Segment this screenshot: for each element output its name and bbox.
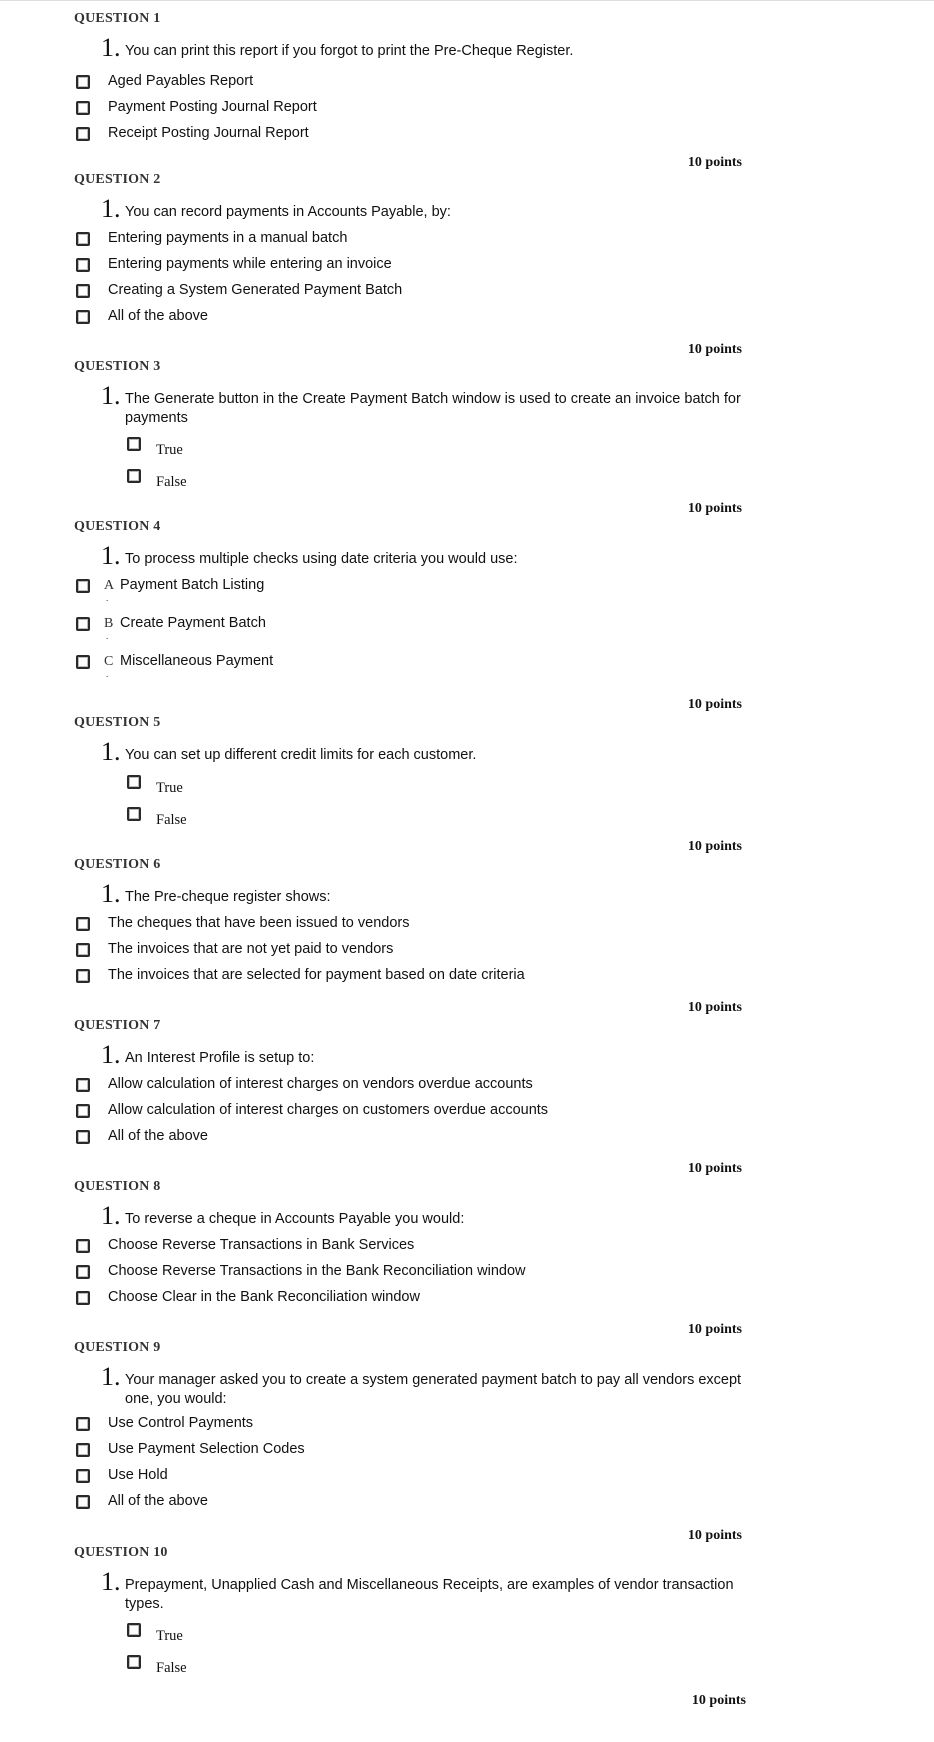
radio-icon[interactable]	[127, 1655, 141, 1669]
answer-label[interactable]: False	[156, 1660, 187, 1676]
answer-label[interactable]: True	[156, 442, 183, 458]
answer-label[interactable]: Use Payment Selection Codes	[108, 1441, 305, 1457]
answer-label[interactable]: The invoices that are selected for payment based on date criteria	[108, 967, 525, 983]
answer-label[interactable]: Payment Batch Listing	[120, 577, 265, 593]
question-number: 1.	[101, 1040, 121, 1069]
question-number: 1.	[101, 381, 121, 410]
radio-icon[interactable]	[127, 469, 141, 483]
question-prompt: To process multiple checks using date criteria you would use:	[125, 551, 518, 567]
radio-icon[interactable]	[76, 258, 90, 272]
option-letter: A	[104, 578, 115, 593]
question-title: QUESTION 9	[74, 1340, 161, 1355]
answer-label[interactable]: Miscellaneous Payment	[120, 653, 274, 669]
points-label: 10 points	[687, 1528, 742, 1543]
question-prompt: To reverse a cheque in Accounts Payable you would:	[125, 1211, 465, 1227]
radio-icon[interactable]	[76, 310, 90, 324]
question-prompt: Prepayment, Unapplied Cash and Miscellaneous Receipts, are examples of vendor transaction types.	[125, 1577, 734, 1612]
radio-icon[interactable]	[76, 1239, 90, 1253]
question-title: QUESTION 6	[74, 857, 161, 872]
answer-label[interactable]: Choose Reverse Transactions in the Bank Reconciliation window	[108, 1263, 526, 1279]
answer-label[interactable]: Payment Posting Journal Report	[108, 99, 317, 115]
radio-icon[interactable]	[76, 579, 90, 593]
question-number: 1.	[101, 1201, 121, 1230]
question-number: 1.	[101, 879, 121, 908]
points-label: 10 points	[687, 155, 742, 170]
answer-label[interactable]: False	[156, 474, 187, 490]
radio-icon[interactable]	[127, 1623, 141, 1637]
question-title: QUESTION 4	[74, 519, 161, 534]
radio-icon[interactable]	[76, 1495, 90, 1509]
answer-label[interactable]: Creating a System Generated Payment Batch	[108, 282, 403, 298]
radio-icon[interactable]	[76, 1104, 90, 1118]
radio-icon[interactable]	[127, 807, 141, 821]
option-letter: B	[104, 616, 114, 631]
radio-icon[interactable]	[76, 1417, 90, 1431]
answer-label[interactable]: Entering payments while entering an invoice	[108, 256, 392, 272]
points-label: 10 points	[687, 342, 742, 357]
answer-label[interactable]: Use Hold	[108, 1467, 168, 1483]
radio-icon[interactable]	[76, 75, 90, 89]
radio-icon[interactable]	[76, 1469, 90, 1483]
radio-icon[interactable]	[76, 969, 90, 983]
points-label: 10 points	[687, 501, 742, 516]
answer-label[interactable]: Receipt Posting Journal Report	[108, 125, 309, 141]
question-number: 1.	[101, 737, 121, 766]
radio-icon[interactable]	[76, 127, 90, 141]
question-title: QUESTION 10	[74, 1545, 168, 1560]
radio-icon[interactable]	[76, 1443, 90, 1457]
answer-label[interactable]: Use Control Payments	[108, 1415, 254, 1431]
question-number: 1.	[101, 1362, 121, 1391]
answer-label[interactable]: Entering payments in a manual batch	[108, 230, 348, 246]
radio-icon[interactable]	[76, 232, 90, 246]
option-letter: C	[104, 654, 114, 669]
question-prompt: An Interest Profile is setup to:	[125, 1050, 315, 1066]
answer-label[interactable]: True	[156, 780, 183, 796]
question-number: 1.	[101, 194, 121, 223]
points-label: 10 points	[691, 1693, 746, 1708]
answer-label[interactable]: All of the above	[108, 1128, 208, 1144]
answer-label[interactable]: Allow calculation of interest charges on vendors overdue accounts	[108, 1076, 533, 1092]
answer-label[interactable]: Choose Clear in the Bank Reconciliation window	[108, 1289, 420, 1305]
letter-dot: .	[106, 593, 109, 603]
answer-label[interactable]: Choose Reverse Transactions in Bank Services	[108, 1237, 415, 1253]
points-label: 10 points	[687, 839, 742, 854]
letter-dot: .	[106, 669, 109, 679]
question-title: QUESTION 1	[74, 11, 161, 26]
question-title: QUESTION 7	[74, 1018, 161, 1033]
radio-icon[interactable]	[76, 655, 90, 669]
radio-icon[interactable]	[76, 617, 90, 631]
question-prompt: The Generate button in the Create Payment Batch window is used to create an invoice batch for payments	[125, 391, 741, 426]
points-label: 10 points	[687, 697, 742, 712]
letter-dot: .	[106, 631, 109, 641]
answer-label[interactable]: False	[156, 812, 187, 828]
answer-label[interactable]: True	[156, 1628, 183, 1644]
radio-icon[interactable]	[127, 775, 141, 789]
radio-icon[interactable]	[76, 917, 90, 931]
radio-icon[interactable]	[76, 101, 90, 115]
radio-icon[interactable]	[76, 1130, 90, 1144]
answer-label[interactable]: Aged Payables Report	[108, 73, 254, 89]
radio-icon[interactable]	[76, 1265, 90, 1279]
radio-icon[interactable]	[76, 943, 90, 957]
question-title: QUESTION 5	[74, 715, 161, 730]
answer-label[interactable]: Allow calculation of interest charges on customers overdue accounts	[108, 1102, 549, 1118]
radio-icon[interactable]	[76, 1291, 90, 1305]
question-prompt: Your manager asked you to create a system generated payment batch to pay all vendors except one, you would:	[125, 1372, 742, 1407]
question-title: QUESTION 3	[74, 359, 161, 374]
points-label: 10 points	[687, 1000, 742, 1015]
points-label: 10 points	[687, 1161, 742, 1176]
question-prompt: You can record payments in Accounts Payable, by:	[125, 204, 451, 220]
answer-label[interactable]: The invoices that are not yet paid to vendors	[108, 941, 394, 957]
question-number: 1.	[101, 1567, 121, 1596]
question-title: QUESTION 8	[74, 1179, 161, 1194]
question-prompt: The Pre-cheque register shows:	[125, 889, 331, 905]
question-prompt: You can set up different credit limits for each customer.	[125, 747, 477, 763]
radio-icon[interactable]	[76, 284, 90, 298]
question-number: 1.	[101, 33, 121, 62]
top-divider	[0, 0, 934, 1]
radio-icon[interactable]	[76, 1078, 90, 1092]
question-prompt: You can print this report if you forgot to print the Pre-Cheque Register.	[125, 43, 574, 59]
answer-label[interactable]: The cheques that have been issued to vendors	[108, 915, 410, 931]
question-number: 1.	[101, 541, 121, 570]
answer-label[interactable]: All of the above	[108, 308, 208, 324]
answer-label[interactable]: Create Payment Batch	[120, 615, 266, 631]
question-title: QUESTION 2	[74, 172, 161, 187]
answer-label[interactable]: All of the above	[108, 1493, 208, 1509]
radio-icon[interactable]	[127, 437, 141, 451]
points-label: 10 points	[687, 1322, 742, 1337]
